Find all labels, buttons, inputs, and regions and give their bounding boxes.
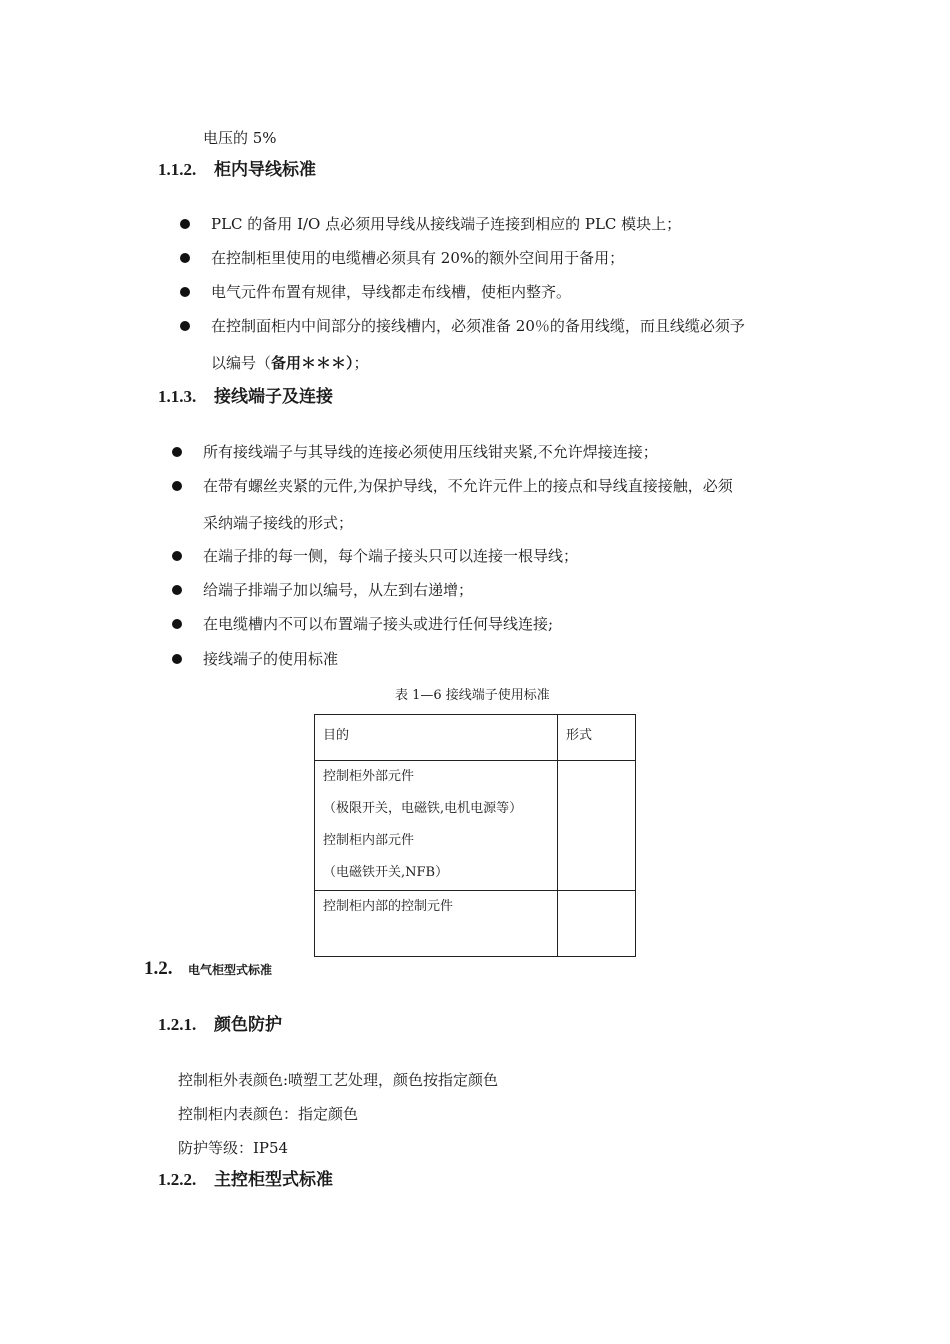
heading-title: 颜色防护 xyxy=(214,1015,282,1035)
heading-number: 1.2.1. xyxy=(158,1015,197,1034)
heading-number: 1.1.3. xyxy=(158,387,197,406)
continued-text: 电压的 5% xyxy=(203,129,277,147)
list-item: 电气元件布置有规律，导线都走布线槽，使柜内整齐。 xyxy=(211,283,572,301)
cell-line: 控制柜内部元件 xyxy=(323,833,415,848)
list-item: 在带有螺丝夹紧的元件,为保护导线，不允许元件上的接点和导线直接接触，必须 xyxy=(203,477,733,495)
list-item: 所有接线端子与其导线的连接必须使用压线钳夹紧,不允许焊接连接； xyxy=(203,443,658,461)
bullet-dot-icon xyxy=(180,287,190,297)
cell-line: （极限开关，电磁铁,电机电源等） xyxy=(323,801,523,816)
heading-number: 1.2. xyxy=(144,958,173,979)
heading-1-1-3 xyxy=(158,386,333,408)
cell-line: 控制柜外部元件 xyxy=(323,769,415,784)
heading-title: 电气柜型式标准 xyxy=(188,963,273,977)
continuation-bold: 备用＊＊＊） xyxy=(271,354,354,372)
heading-1-2-1 xyxy=(158,1014,282,1036)
table-cell xyxy=(558,891,636,957)
bullet-dot-icon xyxy=(172,654,182,664)
heading-number: 1.1.2. xyxy=(158,160,197,179)
terminal-usage-table xyxy=(314,714,636,957)
table-caption: 表 1—6 接线端子使用标准 xyxy=(395,688,550,703)
bullet-dot-icon xyxy=(172,585,182,595)
heading-1-2 xyxy=(144,958,272,980)
list-item: PLC 的备用 I/O 点必须用导线从接线端子连接到相应的 PLC 模块上； xyxy=(211,215,682,233)
continuation-suffix: ； xyxy=(353,354,369,372)
continuation-prefix: 以编号（ xyxy=(211,354,272,372)
paragraph-line: 控制柜外表颜色:喷塑工艺处理，颜色按指定颜色 xyxy=(178,1071,499,1089)
table-row xyxy=(315,761,636,891)
heading-title: 主控柜型式标准 xyxy=(214,1170,333,1190)
table-row xyxy=(315,891,636,957)
list-item: 在端子排的每一侧，每个端子接头只可以连接一根导线； xyxy=(203,547,579,565)
list-item: 接线端子的使用标准 xyxy=(203,650,339,668)
heading-title: 柜内导线标准 xyxy=(214,160,316,180)
list-item-continuation xyxy=(211,353,369,373)
table-header-cell: 形式 xyxy=(558,715,636,761)
table-header-row xyxy=(315,715,636,761)
list-item: 在电缆槽内不可以布置端子接头或进行任何导线连接; xyxy=(203,615,554,633)
paragraph-line: 控制柜内表颜色：指定颜色 xyxy=(178,1105,359,1123)
heading-number: 1.2.2. xyxy=(158,1170,197,1189)
cell-line: （电磁铁开关,NFB） xyxy=(323,865,449,880)
heading-1-2-2 xyxy=(158,1169,333,1191)
table-header-cell: 目的 xyxy=(315,715,558,761)
bullet-dot-icon xyxy=(180,253,190,263)
table-cell xyxy=(558,761,636,891)
table-cell xyxy=(315,761,558,891)
heading-title: 接线端子及连接 xyxy=(214,387,333,407)
bullet-dot-icon xyxy=(180,219,190,229)
list-item: 在控制柜里使用的电缆槽必须具有 20%的额外空间用于备用； xyxy=(211,249,625,267)
list-item: 给端子排端子加以编号，从左到右递增； xyxy=(203,581,474,599)
bullet-dot-icon xyxy=(172,619,182,629)
cell-line: 控制柜内部的控制元件 xyxy=(323,899,454,914)
bullet-dot-icon xyxy=(172,551,182,561)
bullet-dot-icon xyxy=(172,481,182,491)
list-item: 在控制面柜内中间部分的接线槽内，必须准备 20％的备用线缆，而且线缆必须予 xyxy=(211,317,745,335)
heading-1-1-2 xyxy=(158,159,316,181)
list-item-continuation: 采纳端子接线的形式； xyxy=(203,514,354,532)
table-cell xyxy=(315,891,558,957)
bullet-dot-icon xyxy=(172,447,182,457)
bullet-dot-icon xyxy=(180,321,190,331)
paragraph-line: 防护等级：IP54 xyxy=(178,1139,289,1157)
